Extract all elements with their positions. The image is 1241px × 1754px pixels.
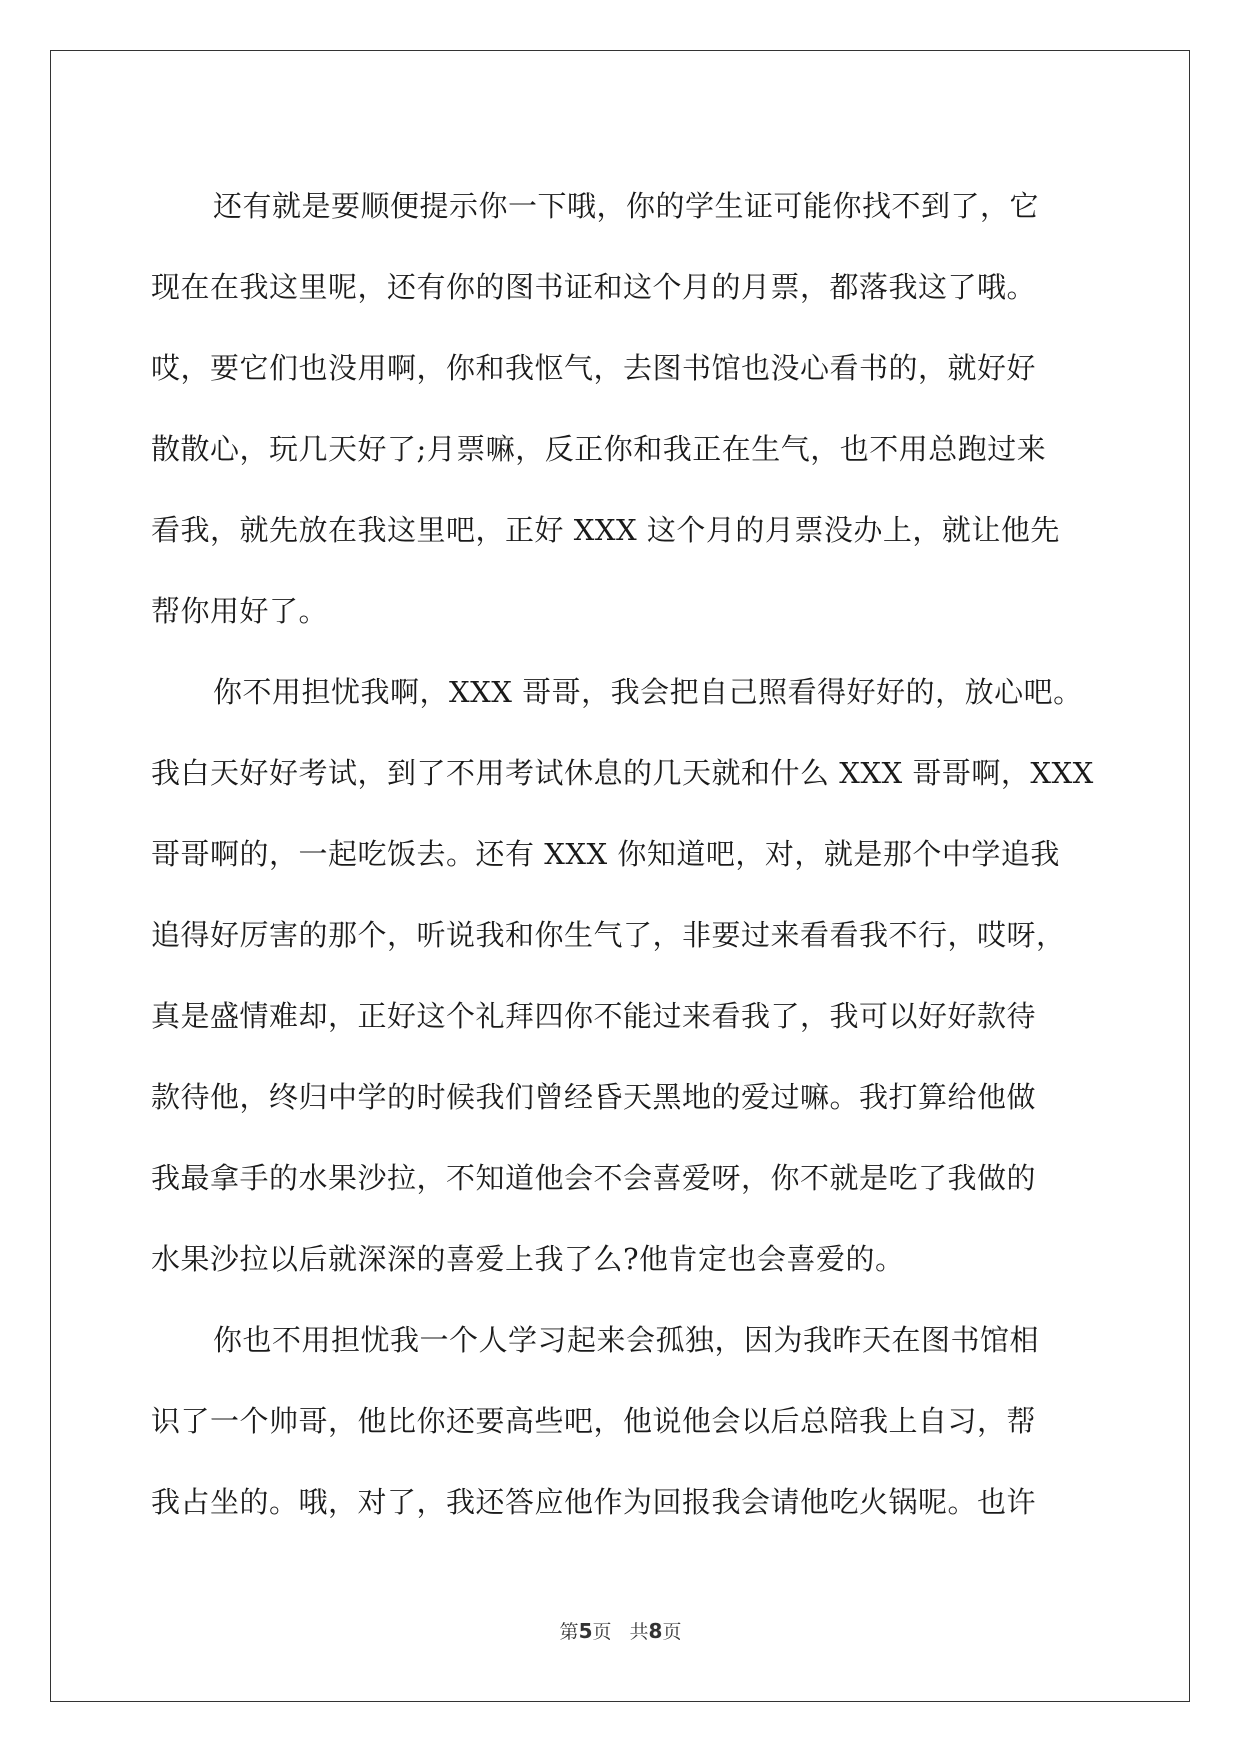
paragraph-line: 我白天好好考试，到了不用考试休息的几天就和什么 XXX 哥哥啊，XXX [151,756,1094,790]
current-page-number: 5 [578,1619,593,1643]
paragraph-line: 哎，要它们也没用啊，你和我怄气，去图书馆也没心看书的，就好好 [151,351,1037,385]
paragraph-line: 还有就是要顺便提示你一下哦，你的学生证可能你找不到了，它 [213,189,1040,223]
paragraph-line: 款待他，终归中学的时候我们曾经昏天黑地的爱过嘛。我打算给他做 [151,1080,1037,1114]
paragraph-line: 你也不用担忧我一个人学习起来会孤独，因为我昨天在图书馆相 [213,1323,1040,1357]
paragraph-line: 你不用担忧我啊，XXX 哥哥，我会把自己照看得好好的，放心吧。 [213,675,1083,709]
paragraph-line: 散散心，玩几天好了;月票嘛，反正你和我正在生气，也不用总跑过来 [151,432,1047,466]
paragraph-line: 我最拿手的水果沙拉，不知道他会不会喜爱呀，你不就是吃了我做的 [151,1161,1037,1195]
paragraph-line: 追得好厉害的那个，听说我和你生气了，非要过来看看我不行，哎呀， [151,918,1066,952]
paragraph-line: 真是盛情难却，正好这个礼拜四你不能过来看我了，我可以好好款待 [151,999,1037,1033]
paragraph-line: 哥哥啊的，一起吃饭去。还有 XXX 你知道吧，对，就是那个中学追我 [151,837,1060,871]
document-body [151,166,1094,1543]
paragraph-line: 水果沙拉以后就深深的喜爱上我了么?他肯定也会喜爱的。 [151,1242,905,1276]
footer-page-suffix: 页 [592,1621,612,1643]
footer-prefix: 第 [559,1621,579,1643]
paragraph-line: 看我，就先放在我这里吧，正好 XXX 这个月的月票没办上，就让他先 [151,513,1060,547]
footer-total-prefix: 共 [629,1621,649,1643]
total-pages-number: 8 [648,1619,663,1643]
page-number-footer [0,1617,1241,1644]
paragraph-line: 现在在我这里呢，还有你的图书证和这个月的月票，都落我这了哦。 [151,270,1037,304]
paragraph-line: 识了一个帅哥，他比你还要高些吧，他说他会以后总陪我上自习，帮 [151,1404,1037,1438]
footer-total-suffix: 页 [662,1621,682,1643]
paragraph-line: 我占坐的。哦，对了，我还答应他作为回报我会请他吃火锅呢。也许 [151,1485,1037,1519]
paragraph-line: 帮你用好了。 [151,594,329,628]
